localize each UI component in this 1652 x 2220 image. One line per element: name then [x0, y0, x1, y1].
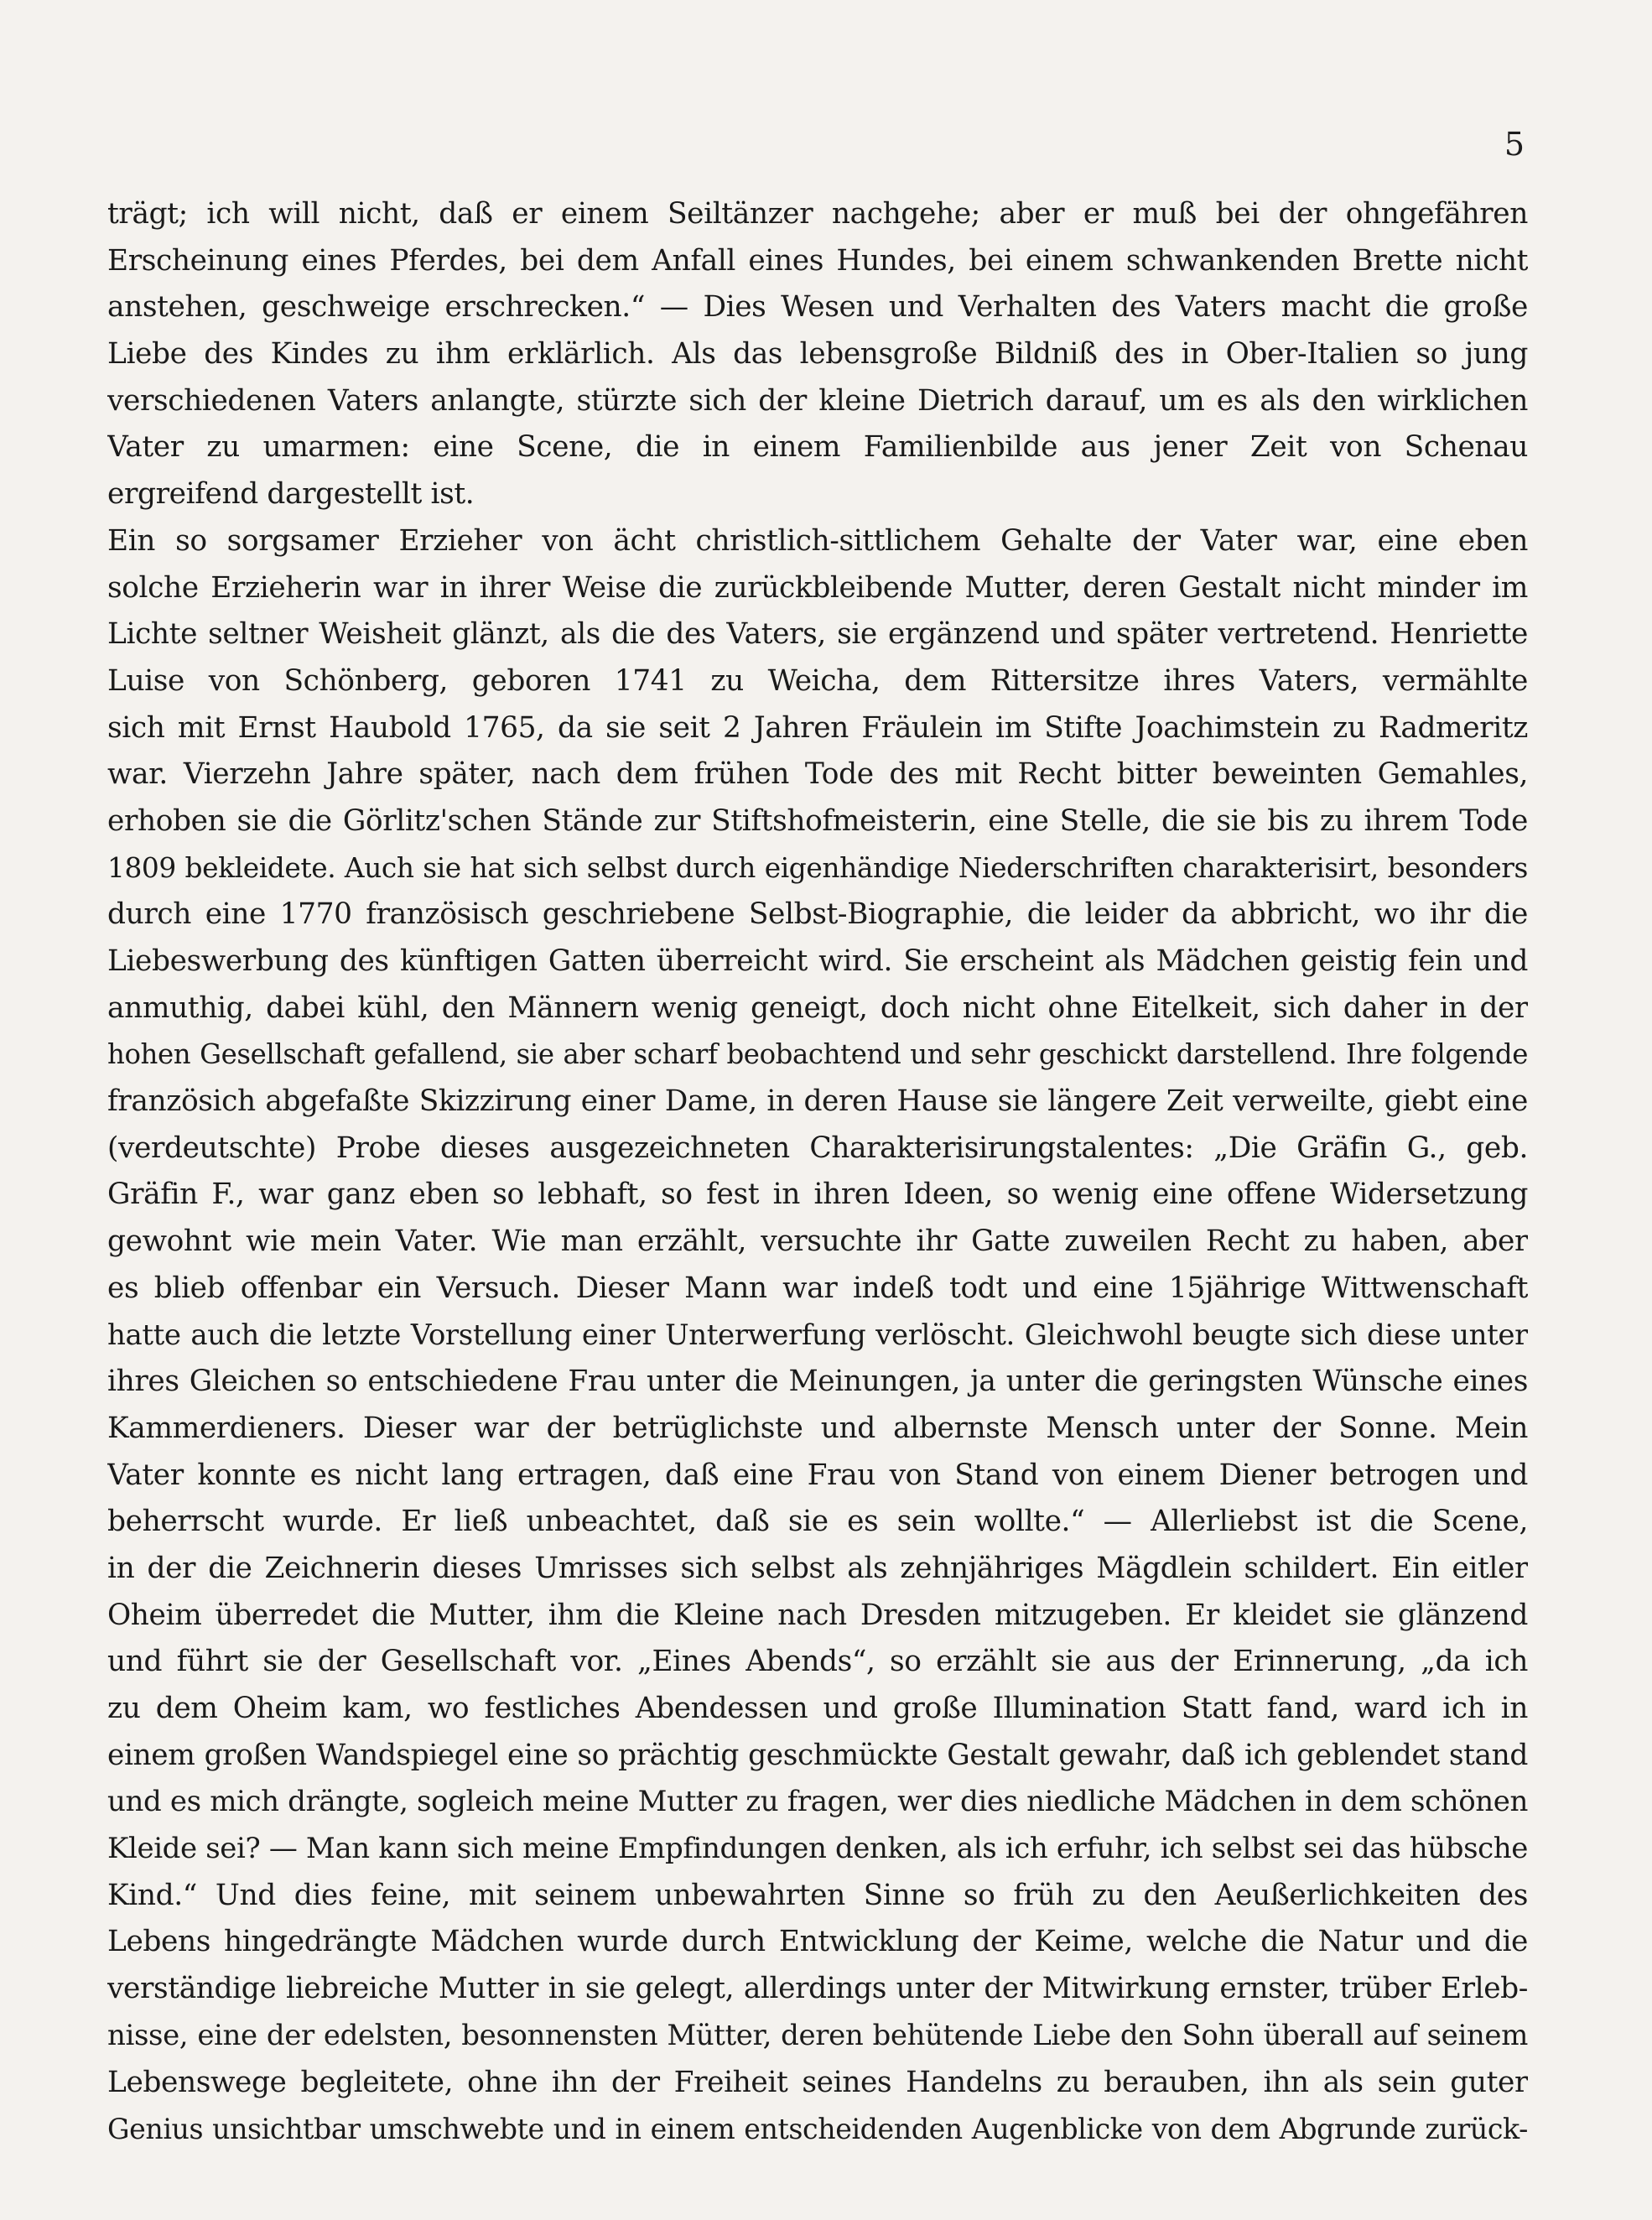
text-line: und es mich drängte, sogleich meine Mutter zu fragen, wer dies niedliche Mädchen in dem schönen	[107, 1785, 1528, 1819]
text-line: Vater konnte es nicht lang ertragen, daß eine Frau von Stand von einem Diener betrogen und	[107, 1458, 1528, 1492]
text-line: verschiedenen Vaters anlangte, stürzte sich der kleine Dietrich darauf, um es als den wirklichen	[107, 383, 1528, 418]
text-line: Gräfin F., war ganz eben so lebhaft, so fest in ihren Ideen, so wenig eine offene Widersetzung	[107, 1178, 1528, 1212]
text-line: in der die Zeichnerin dieses Umrisses sich selbst als zehnjähriges Mägdlein schildert. Ein eitler	[107, 1551, 1528, 1585]
text-line: solche Erzieherin war in ihrer Weise die zurückbleibende Mutter, deren Gestalt nicht minder im	[107, 570, 1528, 605]
text-line: Kind.“ Und dies feine, mit seinem unbewahrten Sinne so früh zu den Aeußerlichkeiten des	[107, 1878, 1528, 1912]
text-line: und führt sie der Gesellschaft vor. „Eines Abends“, so erzählt sie aus der Erinnerung, „da ich	[107, 1645, 1528, 1679]
text-line: französich abgefaßte Skizzirung einer Dame, in deren Hause sie längere Zeit verweilte, giebt eine	[107, 1084, 1528, 1119]
text-line: ihres Gleichen so entschiedene Frau unter die Meinungen, ja unter die geringsten Wünsche eines	[107, 1365, 1528, 1399]
text-line: erhoben sie die Görlitz'schen Stände zur Stiftshofmeisterin, eine Stelle, die sie bis zu ihrem Tode	[107, 803, 1528, 838]
text-line: durch eine 1770 französisch geschriebene Selbst-Biographie, die leider da abbricht, wo ihr die	[107, 897, 1528, 932]
body-text	[107, 191, 1528, 2153]
text-line: Vater zu umarmen: eine Scene, die in einem Familienbilde aus jener Zeit von Schenau	[107, 430, 1528, 465]
text-line: sich mit Ernst Haubold 1765, da sie seit 2 Jahren Fräulein im Stifte Joachimstein zu Radmeritz	[107, 710, 1528, 745]
text-line: Kammerdieners. Dieser war der betrüglichste und albernste Mensch unter der Sonne. Mein	[107, 1411, 1528, 1445]
text-line: Liebe des Kindes zu ihm erklärlich. Als das lebensgroße Bildniß des in Ober-Italien so jung	[107, 337, 1528, 372]
text-line: trägt; ich will nicht, daß er einem Seiltänzer nachgehe; aber er muß bei der ohngefähren	[107, 197, 1528, 231]
page-number: 5	[1504, 126, 1525, 163]
text-line: ergreifend dargestellt ist.	[107, 477, 475, 512]
text-line: Lebens hingedrängte Mädchen wurde durch Entwicklung der Keime, welche die Natur und die	[107, 1925, 1528, 1959]
text-line: Erscheinung eines Pferdes, bei dem Anfall eines Hundes, bei einem schwankenden Brette nicht	[107, 243, 1528, 278]
text-line: beherrscht wurde. Er ließ unbeachtet, daß sie es sein wollte.“ — Allerliebst ist die Scene,	[107, 1505, 1528, 1539]
text-line: es blieb offenbar ein Versuch. Dieser Mann war indeß todt und eine 15jährige Wittwenschaft	[107, 1271, 1528, 1305]
text-line: nisse, eine der edelsten, besonnensten Mütter, deren behütende Liebe den Sohn überall auf seinem	[107, 2018, 1528, 2052]
text-line: war. Vierzehn Jahre später, nach dem frühen Tode des mit Recht bitter beweinten Gemahles,	[107, 757, 1528, 792]
text-line: (verdeutschte) Probe dieses ausgezeichneten Charakterisirungstalentes: „Die Gräfin G., geb.	[107, 1131, 1528, 1165]
text-line: Kleide sei? — Man kann sich meine Empfindungen denken, als ich erfuhr, ich selbst sei das hübsche	[107, 1832, 1528, 1866]
text-line: Liebeswerbung des künftigen Gatten überreicht wird. Sie erscheint als Mädchen geistig fein und	[107, 944, 1528, 978]
text-line: Luise von Schönberg, geboren 1741 zu Weicha, dem Rittersitze ihres Vaters, vermählte	[107, 663, 1528, 698]
text-line: einem großen Wandspiegel eine so prächtig geschmückte Gestalt gewahr, daß ich geblendet stand	[107, 1738, 1528, 1772]
text-line: 1809 bekleidete. Auch sie hat sich selbst durch eigenhändige Niederschriften charakterisirt, besonders	[107, 851, 1528, 884]
text-line: Ein so sorgsamer Erzieher von ächt christlich-sittlichem Gehalte der Vater war, eine eben	[107, 523, 1528, 558]
text-line: anstehen, geschweige erschrecken.“ — Dies Wesen und Verhalten des Vaters macht die große	[107, 290, 1528, 325]
text-line: Genius unsichtbar umschwebte und in einem entscheidenden Augenblicke von dem Abgrunde zurück-	[107, 2113, 1528, 2146]
text-line: hatte auch die letzte Vorstellung einer Unterwerfung verlöscht. Gleichwohl beugte sich diese unter	[107, 1318, 1528, 1352]
text-line: zu dem Oheim kam, wo festliches Abendessen und große Illumination Statt fand, ward ich in	[107, 1692, 1528, 1725]
text-line: Lebenswege begleitete, ohne ihn der Freiheit seines Handelns zu berauben, ihn als sein guter	[107, 2065, 1528, 2099]
text-line: Oheim überredet die Mutter, ihm die Kleine nach Dresden mitzugeben. Er kleidet sie glänzend	[107, 1598, 1528, 1632]
text-line: anmuthig, dabei kühl, den Männern wenig geneigt, doch nicht ohne Eitelkeit, sich daher in der	[107, 990, 1528, 1025]
text-line: gewohnt wie mein Vater. Wie man erzählt, versuchte ihr Gatte zuweilen Recht zu haben, aber	[107, 1224, 1528, 1259]
text-line: Lichte seltner Weisheit glänzt, als die des Vaters, sie ergänzend und später vertretend. Henriette	[107, 617, 1528, 652]
text-line: verständige liebreiche Mutter in sie gelegt, allerdings unter der Mitwirkung ernster, trüber Erleb-	[107, 1972, 1528, 2006]
text-line: hohen Gesellschaft gefallend, sie aber scharf beobachtend und sehr geschickt darstellend. Ihre folgende	[107, 1038, 1528, 1071]
